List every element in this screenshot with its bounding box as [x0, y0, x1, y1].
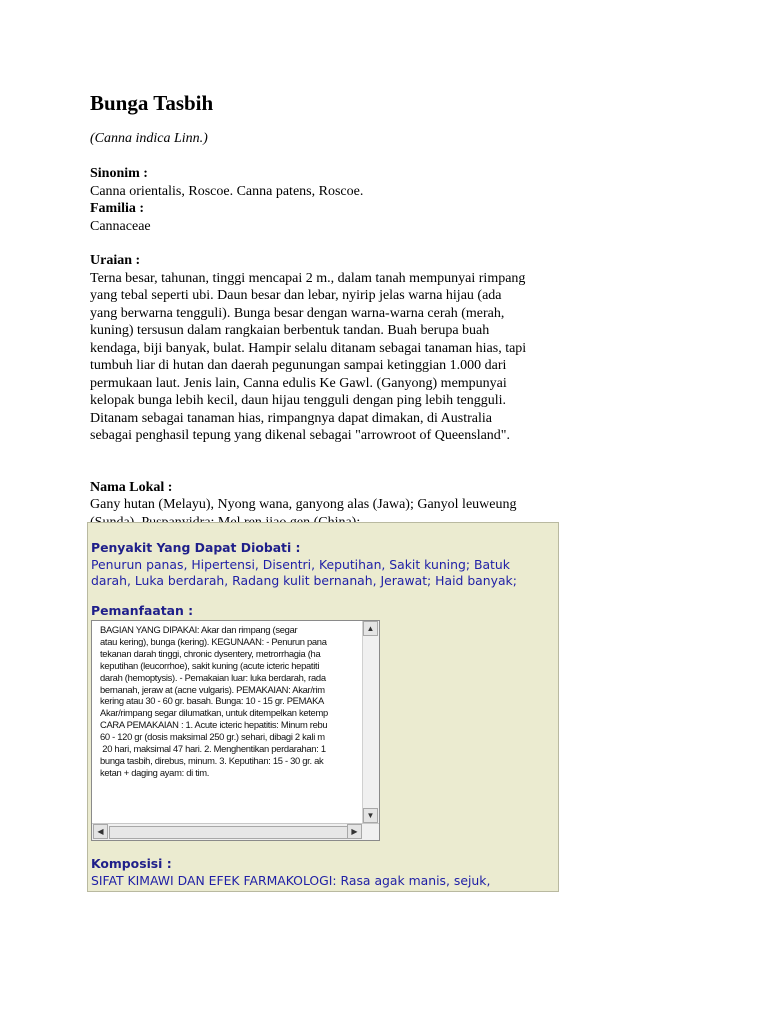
uraian-line: yang tebal seperti ubi. Daun besar dan lebar, nyirip jelas warna hijau (ada: [90, 288, 502, 303]
article: [90, 88, 565, 531]
uraian-line: Ditanam sebagai tanaman hias, rimpangnya dapat dimakan, di Australia: [90, 410, 492, 426]
uraian-line: kelopak bunga lebih kecil, daun hijau tengguli dengan ping lebih tengguli.: [90, 393, 507, 408]
horizontal-scroll-thumb[interactable]: [109, 826, 356, 839]
pemanfaatan-line: BAGIAN YANG DIPAKAI: Akar dan rimpang (segar: [100, 624, 298, 635]
uraian-line: tumbuh liar di hutan dan daerah pegunungan sampai ketinggian 1.000 dari: [90, 358, 507, 373]
scroll-right-icon[interactable]: ▶: [347, 824, 362, 839]
familia-value: Cannaceae: [90, 218, 151, 234]
pemanfaatan-line: darah (hemoptysis). - Pemakaian luar: luka berdarah, rada: [100, 671, 326, 683]
komposisi-section: [91, 856, 551, 889]
pemanfaatan-line: kering atau 30 - 60 gr. basah. Bunga: 10 - 15 gr. PEMAKA: [100, 695, 324, 707]
pemanfaatan-line: bernanah, jeraw at (acne vulgaris). PEMAKAIAN: Akar/rim: [100, 683, 325, 695]
pemanfaatan-line: 20 hari, maksimal 47 hari. 2. Menghentikan perdarahan: 1: [100, 743, 326, 755]
latin-name: (Canna indica Linn.): [90, 131, 208, 146]
uraian-line: kuning) tersusun dalam rangkaian berbentuk tandan. Buah berupa buah: [90, 323, 490, 338]
horizontal-scrollbar[interactable]: [92, 823, 379, 840]
pemanfaatan-line: CARA PEMAKAIAN : 1. Acute icteric hepatitis: Minum rebu: [100, 719, 328, 731]
pemanfaatan-line: atau kering), bunga (kering). KEGUNAAN: - Penurun pana: [100, 635, 327, 647]
pemanfaatan-heading: Pemanfaatan :: [91, 603, 194, 618]
penyakit-line: darah, Luka berdarah, Radang kulit bernanah, Jerawat; Haid banyak;: [91, 573, 517, 588]
info-panel: [87, 522, 559, 892]
sinonim-value: Canna orientalis, Roscoe. Canna patens, Roscoe.: [90, 183, 364, 199]
vertical-scrollbar[interactable]: [362, 621, 379, 823]
uraian-line: kendaga, biji banyak, bulat. Hampir selalu ditanam sebagai tanaman hias, tapi: [90, 340, 527, 356]
pemanfaatan-line: 60 - 120 gr (dosis maksimal 250 gr.) sehari, dibagi 2 kali m: [100, 731, 325, 743]
page-title: Bunga Tasbih: [90, 91, 214, 115]
pemanfaatan-line: keputihan (leucorrhoe), sakit kuning (acute icteric hepatiti: [100, 659, 320, 671]
scroll-up-icon[interactable]: ▲: [363, 621, 378, 636]
penyakit-heading: Penyakit Yang Dapat Diobati :: [91, 540, 301, 555]
familia-label: Familia :: [90, 201, 145, 216]
uraian-line: permukaan laut. Jenis lain, Canna edulis Ke Gawl. (Ganyong) mempunyai: [90, 375, 507, 391]
pemanfaatan-line: tekanan darah tinggi, chronic dysentery, metrorrhagia (ha: [100, 647, 321, 659]
scroll-left-icon[interactable]: ◀: [93, 824, 108, 839]
nama-lokal-label: Nama Lokal :: [90, 479, 173, 495]
komposisi-heading: Komposisi :: [91, 856, 172, 871]
pemanfaatan-textarea[interactable]: [91, 620, 380, 841]
pemanfaatan-content: [100, 624, 366, 820]
nama-lokal-line: Gany hutan (Melayu), Nyong wana, ganyong alas (Jawa); Ganyol leuweung: [90, 497, 517, 512]
uraian-line: Terna besar, tahunan, tinggi mencapai 2 m., dalam tanah mempunyai rimpang: [90, 270, 526, 286]
penyakit-line: Penurun panas, Hipertensi, Disentri, Keputihan, Sakit kuning; Batuk: [91, 556, 510, 572]
sinonim-label: Sinonim :: [90, 166, 148, 181]
komposisi-text: SIFAT KIMAWI DAN EFEK FARMAKOLOGI: Rasa agak manis, sejuk,: [91, 872, 491, 888]
uraian-line: yang berwarna tengguli). Bunga besar dengan warna-warna cerah (merah,: [90, 305, 505, 321]
penyakit-section: [91, 540, 551, 590]
pemanfaatan-line: Akar/rimpang segar dilumatkan, untuk ditempelkan ketemp: [100, 707, 328, 719]
uraian-label: Uraian :: [90, 253, 141, 268]
pemanfaatan-line: ketan + daging ayam: di tim.: [100, 766, 210, 778]
pemanfaatan-line: bunga tasbih, direbus, minum. 3. Keputihan: 15 - 30 gr. ak: [100, 754, 324, 766]
uraian-line: sebagai penghasil tepung yang dikenal sebagai "arrowroot of Queensland".: [90, 428, 511, 443]
scroll-down-icon[interactable]: ▼: [363, 808, 378, 823]
uraian-text: [90, 270, 565, 445]
